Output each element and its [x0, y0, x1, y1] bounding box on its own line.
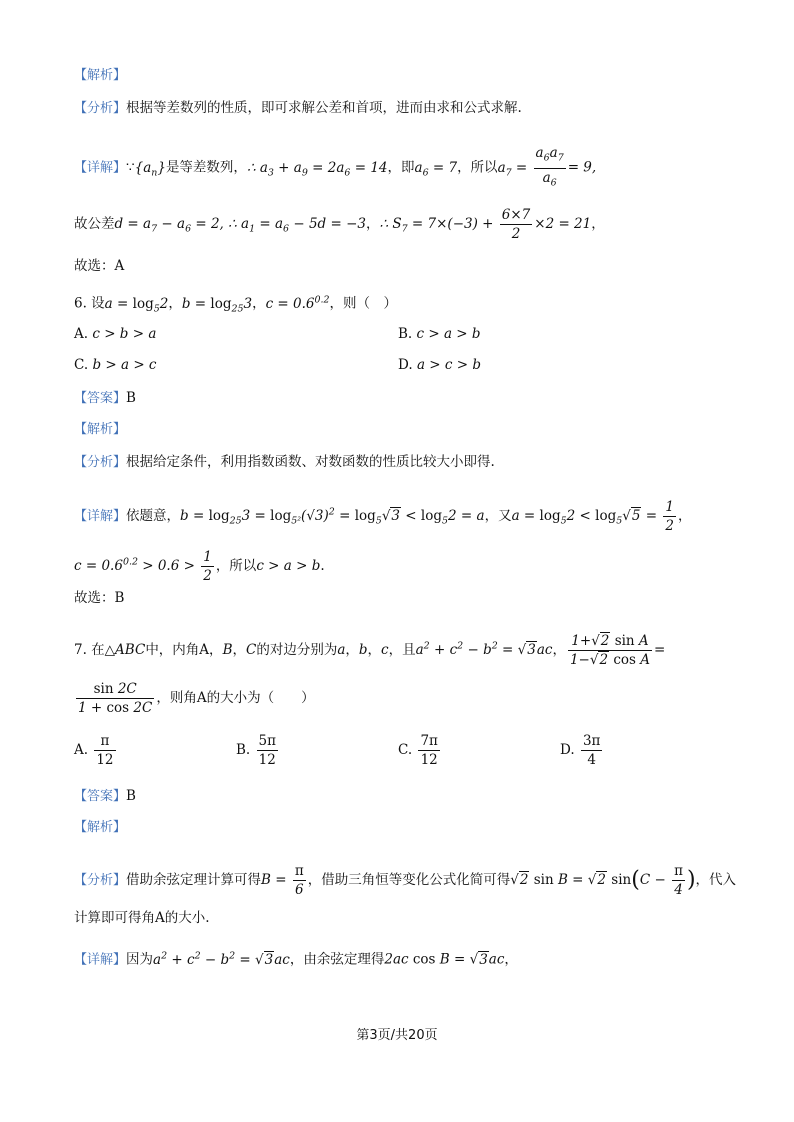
- tag-analysis: 【分析】: [74, 455, 127, 470]
- q5-answer: 故选：A: [74, 258, 125, 274]
- q6-stem: 6. 设$a = \log_52$，$b = \log_{25}3$，$c = 0.6^{0.2}$，则（ ）: [74, 294, 398, 315]
- q6-answer: [74, 388, 136, 409]
- q7-answer-value: B: [126, 788, 136, 804]
- q7-analysis-line1: 【分析】借助余弦定理计算可得B = $\frac{\pi}{6}$ ，借助三角恒等变化公式化简可得√2 sin B = √2 sin(C − $\frac{\pi}{4}$ )，代入: [74, 863, 737, 898]
- q7-text: 借助余弦定理计算可得: [126, 872, 262, 888]
- q7-text: ，则角A的大小为（ ）: [156, 690, 315, 706]
- tag-detail: 【详解】: [74, 952, 127, 968]
- q7-text: 的对边分别为: [256, 642, 338, 658]
- q7-text: ，由余弦定理得: [289, 951, 385, 968]
- q5-text: 是等差数列，: [165, 159, 247, 176]
- q6-text: ，又: [484, 508, 512, 524]
- q7-text: 7. 在: [74, 642, 105, 658]
- q7-analysis-line2: 计算即可得角A的大小.: [74, 910, 210, 926]
- because-symbol: ∵: [126, 159, 135, 176]
- q6-analysis: [74, 452, 495, 473]
- q7-text: ，借助三角恒等变化公式化简可得: [307, 872, 511, 888]
- q6-detail-line2: $c = 0.6^{0.2} > 0.6$ > $\frac{1}{2}$ ，所以c > a > b.: [74, 549, 325, 584]
- q5-text: 故公差: [74, 216, 115, 232]
- q6-analysis-text: 根据给定条件，利用指数函数、对数函数的性质比较大小即得.: [126, 454, 495, 470]
- q6-text: ，则（ ）: [329, 295, 398, 312]
- q6-option-d[interactable]: D. a > c > b: [398, 357, 481, 373]
- q5-text: ，即: [387, 159, 415, 176]
- tag-detail: 【详解】: [74, 509, 127, 524]
- section-tag-analysis: 【解析】: [74, 68, 127, 83]
- tag-analysis: 【分析】: [74, 101, 127, 116]
- q5-analysis: [74, 98, 522, 119]
- q6-detail-line1: 【详解】依题意，$b = \log_{25}3 = \log_{5^2}(√3)^2 = \log_5√3 < \log_52 = a$，又$a = \log_52 < \log_5√5$ = $\frac{1}{2}$ ，: [74, 499, 692, 534]
- q5-analysis-text: 根据等差数列的性质，即可求解公差和首项，进而由求和公式求解.: [126, 100, 522, 116]
- q7-option-d[interactable]: D. $\frac{3\pi}{4}$: [560, 733, 601, 768]
- section-tag-analysis: 【解析】: [74, 820, 127, 835]
- q6-final: 故选：B: [74, 590, 125, 606]
- q6-text: ，所以: [215, 558, 257, 574]
- q7-text: 因为: [126, 951, 154, 968]
- q7-text: ，代入: [695, 872, 737, 888]
- q6-option-a[interactable]: A. c > b > a: [74, 326, 157, 342]
- q5-detail-line2: 故公差$d = a_7 - a_6 = 2$, ∴ $a_1 = a_6 - 5d = -3$，∴ $S_7 = 7\times(-3)$ + $\frac{6\times 7}{2}$ ×2 = 21，: [74, 207, 605, 242]
- q6-text: 依题意，: [126, 508, 181, 524]
- q7-option-c[interactable]: C. $\frac{7\pi}{12}$: [398, 733, 438, 768]
- tag-detail: 【详解】: [74, 160, 127, 176]
- q5-text: ，所以: [457, 159, 498, 176]
- page-footer: 第3页/共20页: [356, 1028, 438, 1043]
- q6-answer-value: B: [126, 390, 136, 406]
- q7-option-b[interactable]: B. $\frac{5\pi}{12}$: [236, 733, 276, 768]
- section-tag-analysis: 【解析】: [74, 422, 127, 437]
- q7-stem-line2: $\frac{\sin 2C}{1 + \cos 2C}$ ，则角A的大小为（ ）: [78, 681, 315, 716]
- q6-option-b[interactable]: B. c > a > b: [398, 326, 481, 342]
- q6-option-c[interactable]: C. b > a > c: [74, 357, 157, 373]
- q7-option-a[interactable]: A. $\frac{\pi}{12}$: [74, 733, 114, 768]
- q7-text: 中，内角A，: [145, 642, 223, 658]
- q7-text: ，且: [388, 642, 416, 658]
- tag-answer: 【答案】: [74, 789, 127, 804]
- q7-detail-line1: 【详解】因为$a^2 + c^2 - b^2 = √3ac$，由余弦定理得2ac cos B = √3ac，: [74, 950, 518, 968]
- tag-answer: 【答案】: [74, 391, 127, 406]
- tag-analysis: 【分析】: [74, 873, 127, 888]
- q7-answer: [74, 786, 136, 807]
- q5-detail-line1: 【详解】$\because\{a_n\}$是等差数列，∴ $a_3 + a_9 = 2a_6 = 14$，即$a_6 = 7$，所以$a_7$ = $\frac{a_6a_7}{a_6}$ = 9,: [74, 145, 597, 189]
- q7-stem-line1: 7. 在△ABC中，内角A，B，C的对边分别为a，b，c，且$a^2 + c^2 - b^2 = √3ac$， $\frac{\text{1+√2 sin A}}{\text{1−√2 cos A}}$ =: [74, 633, 666, 668]
- q6-text: 6. 设: [74, 295, 105, 312]
